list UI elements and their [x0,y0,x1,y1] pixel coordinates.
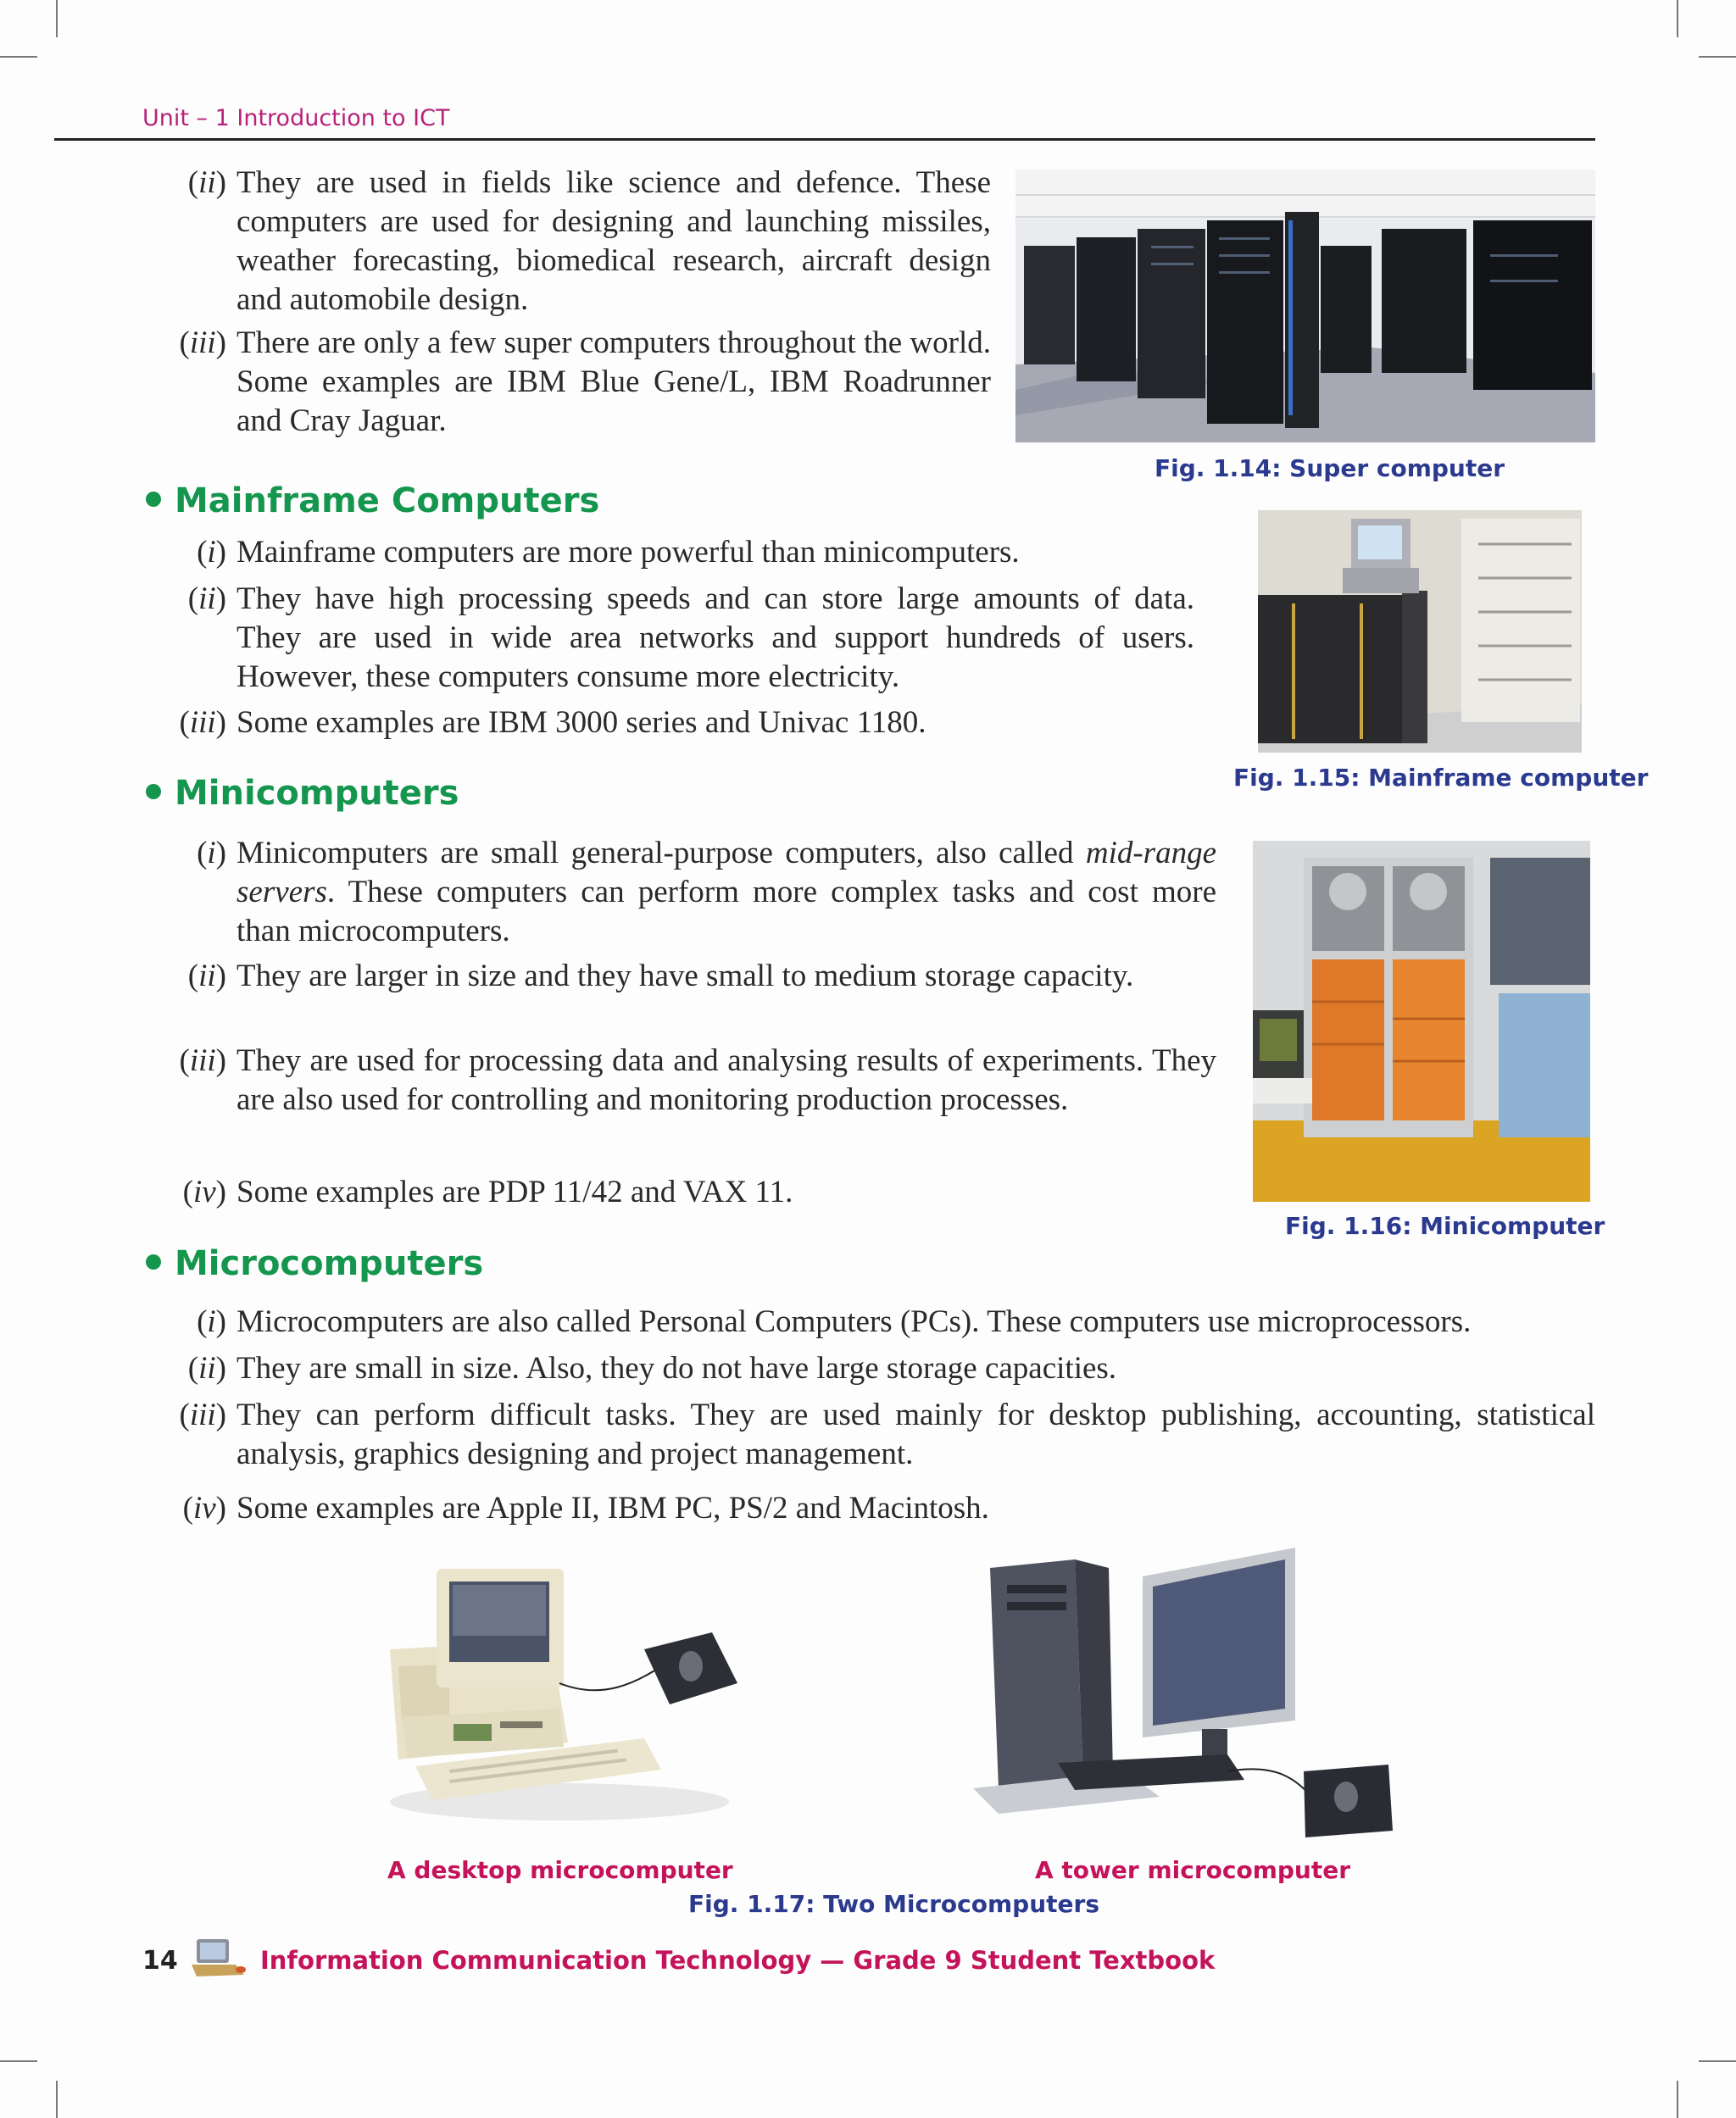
book-title: Information Communication Technology — Grade 9 Student Textbook [260,1946,1216,1975]
section-heading: Minicomputers [146,774,459,813]
figure-caption: Fig. 1.17: Two Microcomputers [688,1890,1099,1918]
list-item: (iii) They are used for processing data and analysing results of experiments. They are also used for controlling and monitoring production processes. [179,1043,1216,1117]
list-item: (ii) They have high processing speeds and can store large amounts of data. They are used in wide area networks and support hundreds of users. However, these computers consume more electricity. [187,581,1194,694]
crop-mark [56,2081,58,2118]
crop-mark [1699,56,1736,58]
tower-label: A tower microcomputer [1035,1856,1351,1884]
list-item: (iii) They can perform difficult tasks. They are used mainly for desktop publishing, accounting, statistical analysis, graphics designing and project management. [179,1398,1595,1471]
tower-microcomputer-photo [973,1543,1395,1839]
list-item: (ii) They are larger in size and they have small to medium storage capacity. [187,959,1134,993]
list-item: (i) Minicomputers are small general-purpose computers, also called mid-range servers. These computers can perform more complex tasks and cost more than microcomputers. [197,836,1216,948]
crop-mark [1677,2081,1678,2118]
section-heading: Mainframe Computers [146,481,599,520]
list-item: (iii) Some examples are IBM 3000 series and Univac 1180. [179,705,926,740]
minicomputer-photo [1253,841,1590,1202]
list-item: (iv) Some examples are Apple II, IBM PC, PS/2 and Macintosh. [182,1491,989,1526]
crop-mark [1699,2060,1736,2062]
figure-caption: Fig. 1.14: Super computer [1155,454,1505,482]
desktop-microcomputer-photo [364,1548,746,1827]
crop-mark [0,56,37,58]
supercomputer-photo [1015,170,1595,442]
section-heading: Microcomputers [146,1244,483,1283]
list-item: (iii) There are only a few super computers throughout the world. Some examples are IBM Blue Gene/L, IBM Roadrunner and Cray Jaguar. [179,325,991,438]
crop-mark [56,0,58,37]
unit-header: Unit – 1 Introduction to ICT [142,105,450,131]
list-item: (ii) They are used in fields like science and defence. These computers are used for designing and launching missiles, weather forecasting, biomedical research, aircraft design and automobile design. [187,165,991,317]
header-rule [54,138,1595,141]
list-item: (i) Mainframe computers are more powerful than minicomputers. [197,535,1020,570]
page-number: 14 [142,1946,178,1976]
crop-mark [0,2060,37,2062]
list-item: (iv) Some examples are PDP 11/42 and VAX 11. [182,1175,793,1209]
crop-mark [1677,0,1678,37]
figure-caption: Fig. 1.16: Minicomputer [1285,1212,1605,1240]
desktop-label: A desktop microcomputer [387,1856,733,1884]
list-item: (ii) They are small in size. Also, they do not have large storage capacities. [187,1351,1117,1386]
list-item: (i) Microcomputers are also called Personal Computers (PCs). These computers use microprocessors. [197,1304,1472,1339]
figure-caption: Fig. 1.15: Mainframe computer [1233,764,1649,792]
mainframe-photo [1258,510,1582,753]
laptop-icon [192,1937,248,1978]
